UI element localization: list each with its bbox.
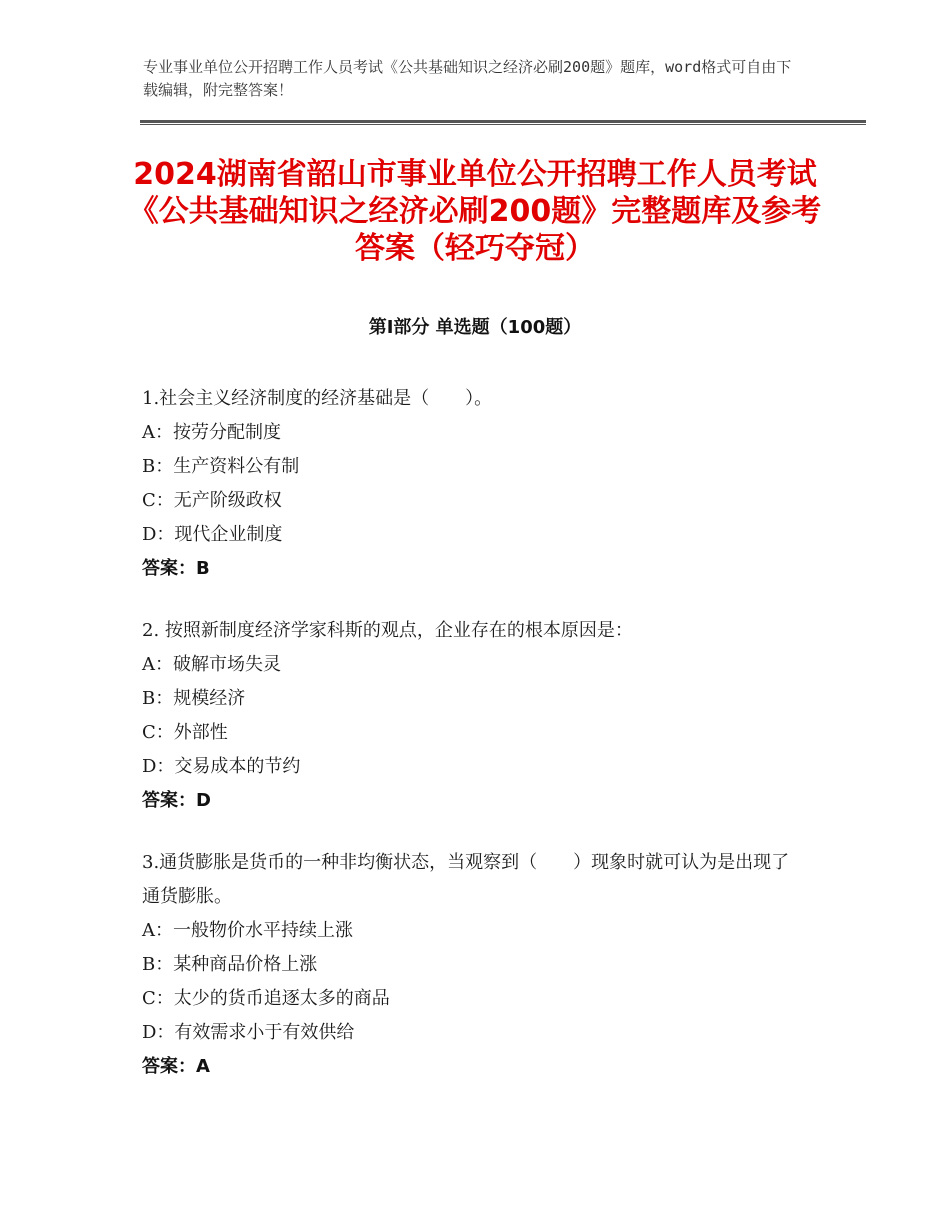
section-title: 第Ⅰ部分 单选题（100题）: [368, 317, 582, 338]
question-stem: 2. 按照新制度经济学家科斯的观点，企业存在的根本原因是：: [142, 620, 633, 641]
header-divider: [140, 120, 866, 125]
question-2: [142, 614, 802, 818]
option-c: C：外部性: [142, 722, 228, 743]
option-a: A：按劳分配制度: [142, 422, 281, 443]
question-3: [142, 846, 802, 1084]
option-b: B：规模经济: [142, 688, 246, 709]
option-b: B：某种商品价格上涨: [142, 954, 318, 975]
option-c: C：太少的货币追逐太多的商品: [142, 988, 390, 1009]
question-stem: 3.通货膨胀是货币的一种非均衡状态，当观察到（ ）现象时就可认为是出现了通货膨胀。: [142, 852, 790, 907]
option-b: B：生产资料公有制: [142, 456, 300, 477]
option-a: A：一般物价水平持续上涨: [142, 920, 353, 941]
option-d: D：现代企业制度: [142, 524, 283, 545]
header-note: 专业事业单位公开招聘工作人员考试《公共基础知识之经济必刷200题》题库，word格式可自由下载编辑，附完整答案！: [143, 58, 792, 99]
option-d: D：有效需求小于有效供给: [142, 1022, 355, 1043]
question-1: [142, 382, 802, 586]
answer-label: 答案：B: [142, 558, 210, 579]
question-stem: 1.社会主义经济制度的经济基础是（ ）。: [142, 388, 493, 409]
answer-label: 答案：D: [142, 790, 211, 811]
answer-label: 答案：A: [142, 1056, 210, 1077]
document-title: 2024湖南省韶山市事业单位公开招聘工作人员考试《公共基础知识之经济必刷200题》完整题库及参考答案（轻巧夺冠）: [128, 157, 822, 266]
option-d: D：交易成本的节约: [142, 756, 301, 777]
option-c: C：无产阶级政权: [142, 490, 282, 511]
question-list: [142, 382, 802, 1112]
option-a: A：破解市场失灵: [142, 654, 281, 675]
